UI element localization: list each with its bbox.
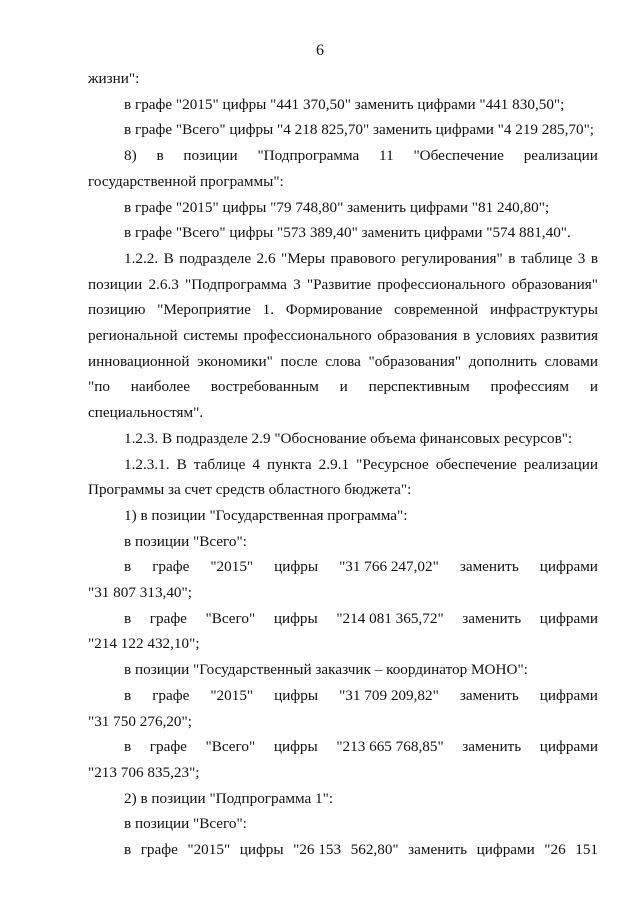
paragraph: жизни": [88,70,140,87]
document-body [88,66,598,863]
paragraph-justified-line: в графе "2015" цифры "31 709 209,82" заменить цифрами [124,686,598,704]
paragraph: в графе "2015" цифры "441 370,50" заменить цифрами "441 830,50"; [124,95,565,113]
paragraph: 2) в позиции "Подпрограмма 1": [124,789,334,807]
paragraph-continuation: "31 807 313,40"; [88,584,192,602]
paragraph-continuation: государственной программы": [88,172,284,190]
paragraph-justified-line: 8) в позиции "Подпрограмма 11 "Обеспечение реализации [124,147,598,165]
paragraph-continuation: "213 706 835,23"; [88,763,200,781]
paragraph-continuation: "31 750 276,20"; [88,712,192,730]
paragraph-justified-line: в графе "Всего" цифры "213 665 768,85" заменить цифрами [124,738,598,756]
paragraph: 1.2.2. В подразделе 2.6 "Меры правового регулирования" в таблице 3 в позиции 2.6.3 "Подпрограмма 3 "Развитие профессионального образования" позицию "Мероприятие 1. Формирование современной инфраструктуры региональной системы профессионального образования в условиях развития инновационной экономики" после слова "образования" дополнить словами "по наиболее востребованным и перспективным профессиям и специальностям". [88,249,598,422]
paragraph: в позиции "Всего": [124,532,247,550]
paragraph: в позиции "Всего": [124,815,247,833]
paragraph: в позиции "Государственный заказчик – координатор МОНО": [124,661,528,679]
paragraph-justified-line: в графе "2015" цифры "26 153 562,80" заменить цифрами "26 151 [124,841,598,859]
page-number: 6 [316,42,324,59]
paragraph: 1.2.3.1. В таблице 4 пункта 2.9.1 "Ресурсное обеспечение реализации Программы за счет средств областного бюджета": [88,455,598,499]
paragraph-continuation: "214 122 432,10"; [88,635,200,653]
paragraph-justified-line: в графе "2015" цифры "31 766 247,02" заменить цифрами [124,558,598,576]
paragraph: 1) в позиции "Государственная программа": [124,506,408,524]
paragraph: в графе "Всего" цифры "4 218 825,70" заменить цифрами "4 219 285,70"; [124,121,594,139]
paragraph: в графе "2015" цифры "79 748,80" заменить цифрами "81 240,80"; [124,198,550,216]
paragraph: 1.2.3. В подразделе 2.9 "Обоснование объема финансовых ресурсов": [124,429,573,447]
paragraph-justified-line: в графе "Всего" цифры "214 081 365,72" заменить цифрами [124,609,598,627]
paragraph: в графе "Всего" цифры "573 389,40" заменить цифрами "574 881,40". [124,224,571,242]
